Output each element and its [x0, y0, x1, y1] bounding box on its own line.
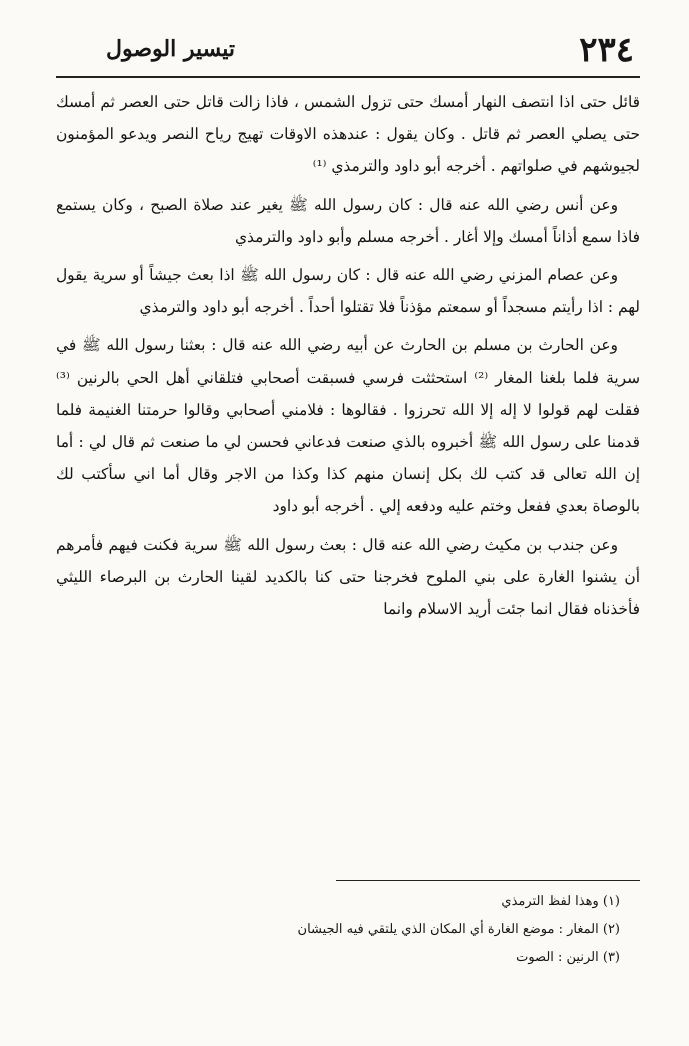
header-rule [56, 76, 640, 78]
footnotes [180, 888, 620, 972]
paragraph: وعن عصام المزني رضي الله عنه قال : كان رسول الله ﷺ اذا بعث جيشاً أو سرية يقول لهم : اذا رأيتم مسجداً أو سمعتم مؤذناً فلا تقتلوا أحداً . أخرجه أبو داود والترمذي [56, 266, 640, 317]
footnote: (٢) المغار : موضع الغارة أي المكان الذي يلتقي فيه الجيشان [297, 922, 620, 937]
page-number: ٢٣٤ [579, 30, 634, 70]
page-header [56, 30, 636, 70]
footnote: (١) وهذا لفظ الترمذي [501, 894, 620, 909]
paragraph: وعن جندب بن مكيث رضي الله عنه قال : بعث رسول الله ﷺ سرية فكنت فيهم فأمرهم أن يشنوا الغارة على بني الملوح فخرجنا حتى كنا بالكديد لقينا الحارث بن البرصاء الليثي فأخذناه فقال انما جئت أريد الاسلام وانما [56, 535, 640, 619]
footnote: (٣) الرنين : الصوت [516, 950, 620, 965]
paragraph: وعن الحارث بن مسلم بن الحارث عن أبيه رضي الله عنه قال : بعثنا رسول الله ﷺ في سرية فلما بلغنا المغار ⁽²⁾ استحثثت فرسي فسبقت أصحابي فتلقاني أهل الحي بالرنين ⁽³⁾ فقلت لهم قولوا لا إله إلا الله تحرزوا . فقالوها : فلامني أصحابي وقالوا حرمتنا الغنيمة فلما قدمنا على رسول الله ﷺ أخبروه بالذي صنعت فدعاني فحسن لي ما صنعت ثم قال لي : أما إن الله تعالى قد كتب لك بكل إنسان منهم كذا وكذا من الاجر وقال أما اني سأكتب لك بالوصاة بعدي ففعل وختم عليه ودفعه إلي . أخرجه أبو داود [56, 336, 641, 516]
paragraph: قائل حتى اذا انتصف النهار أمسك حتى تزول الشمس ، فاذا زالت قاتل حتى العصر ثم أمسك حتى يصلي العصر ثم قاتل . وكان يقول : عندهذه الاوقات تهيج رياح النصر ويدعو المؤمنون لجيوشهم في صلواتهم . أخرجه أبو داود والترمذي ⁽¹⁾ [56, 93, 640, 176]
running-title: تيسير الوصول [106, 36, 236, 62]
main-text [56, 86, 640, 625]
paragraph: وعن أنس رضي الله عنه قال : كان رسول الله ﷺ يغير عند صلاة الصبح ، وكان يستمع فاذا سمع أذاناً أمسك وإلا أغار . أخرجه مسلم وأبو داود والترمذي [56, 195, 640, 246]
footnote-rule [336, 880, 640, 881]
